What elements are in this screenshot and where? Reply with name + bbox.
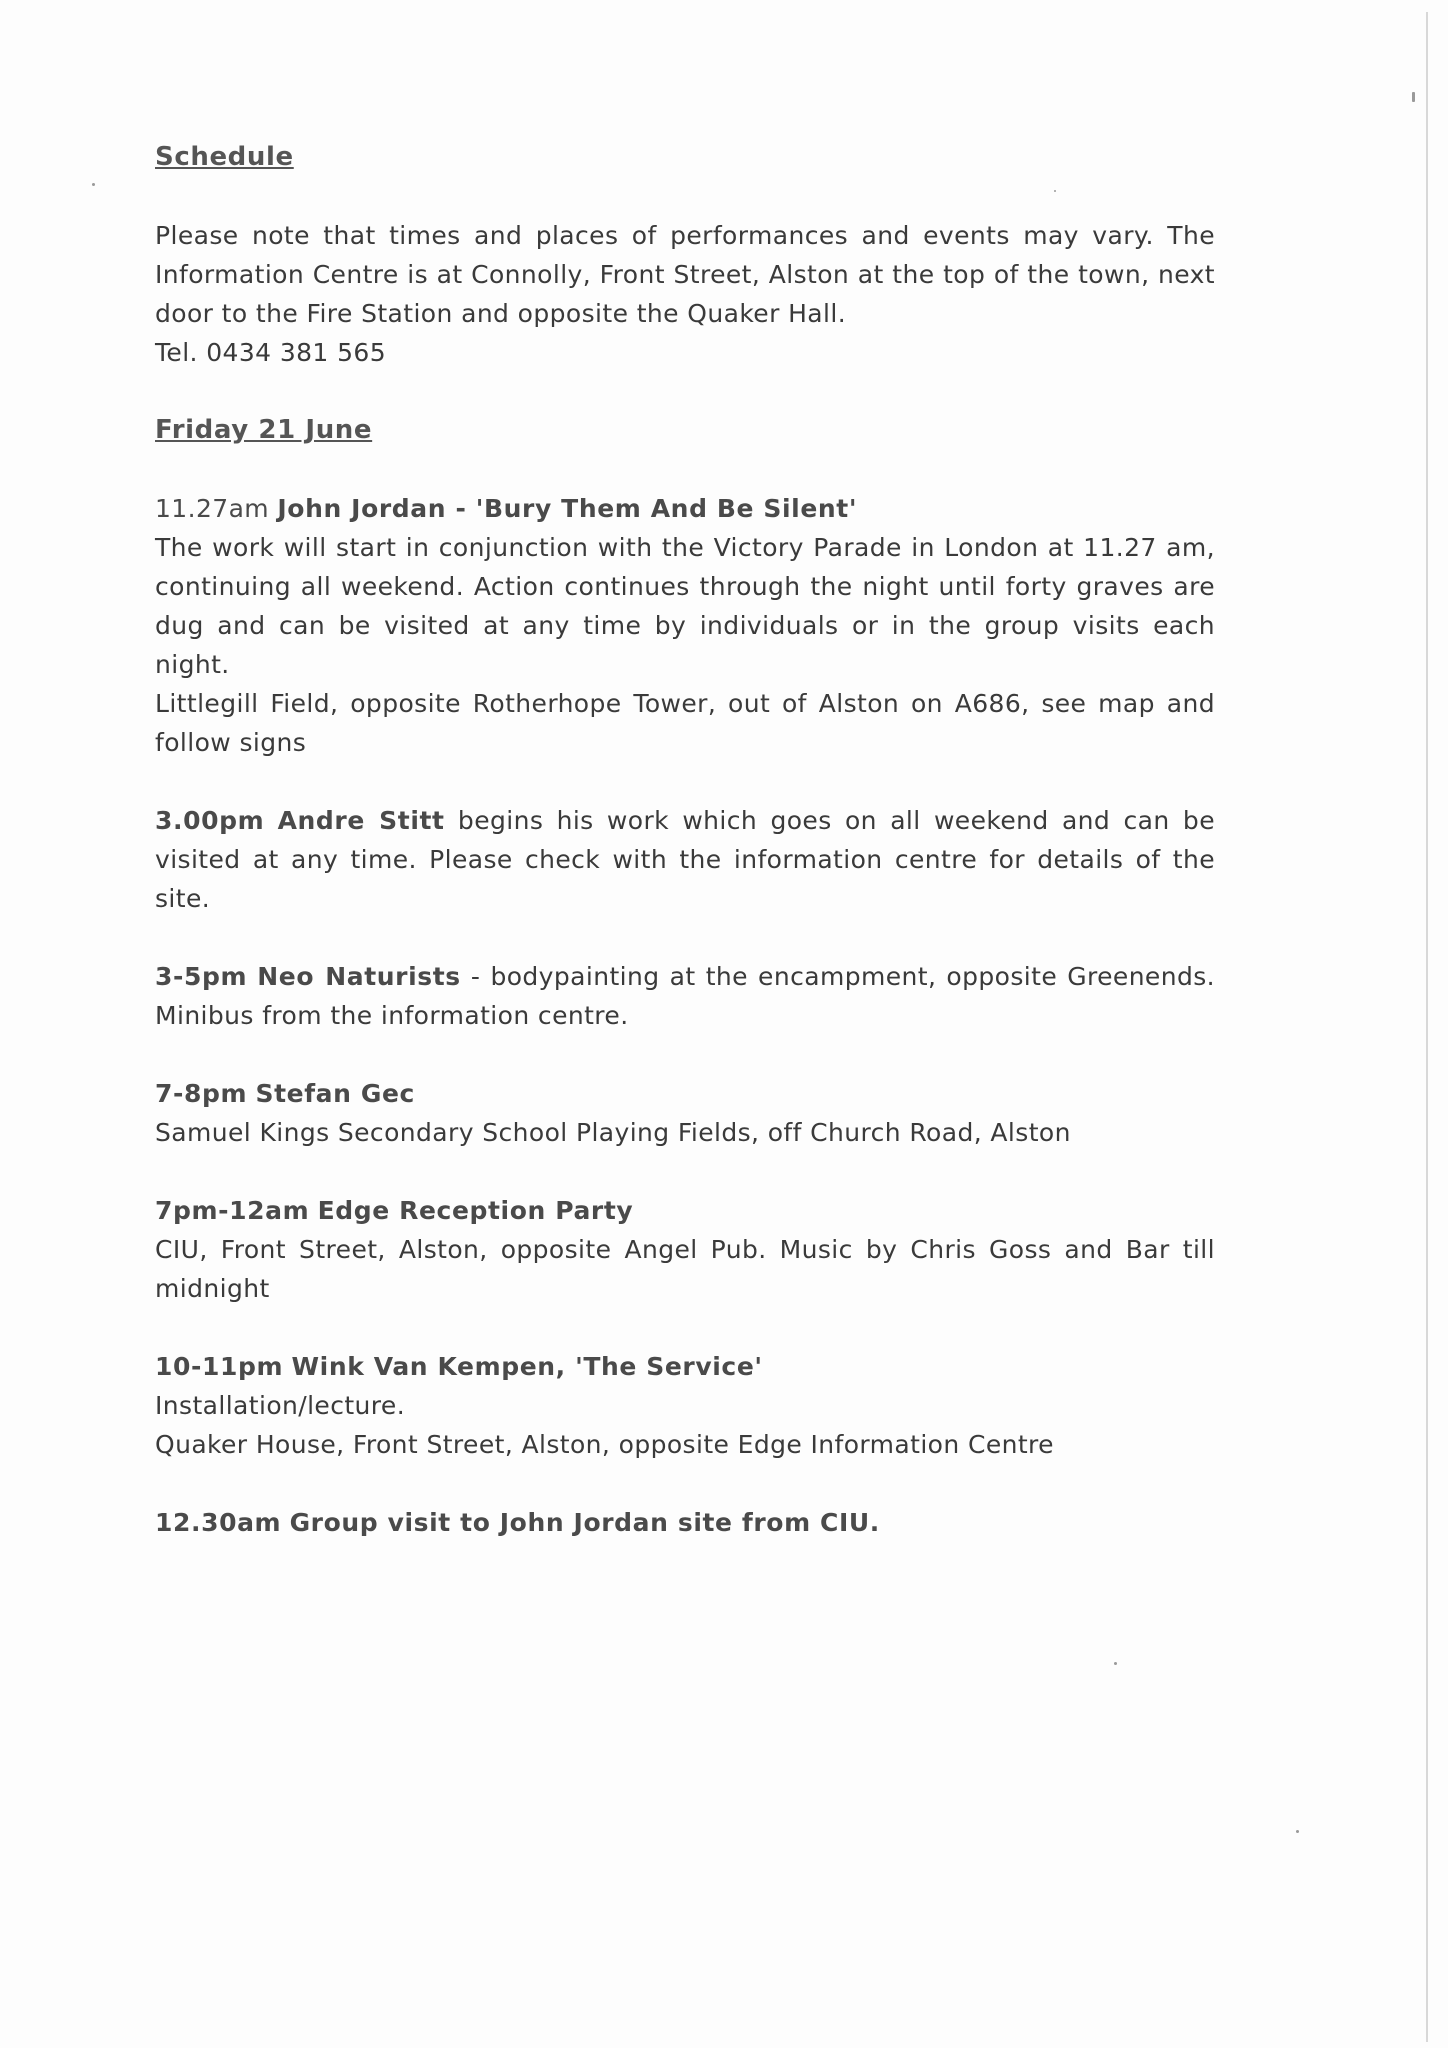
event-title: Wink Van Kempen, 'The Service' [291,1352,763,1381]
document-content [155,138,1215,1542]
scan-speck [1296,1830,1299,1833]
event-description: Installation/lecture. [155,1391,406,1420]
telephone-line: Tel. 0434 381 565 [155,338,386,367]
event-item [155,801,1215,918]
event-location: Samuel Kings Secondary School Playing Fields, off Church Road, Alston [155,1118,1071,1147]
event-item [155,1347,1215,1464]
event-time: 7-8pm [155,1079,248,1108]
day-heading: Friday 21 June [155,415,373,445]
event-location: CIU, Front Street, Alston, opposite Angel Pub. Music by Chris Goss and Bar till midnight [155,1235,1215,1303]
event-item [155,489,1215,762]
event-time: 11.27am [155,494,270,523]
event-list [155,489,1215,1542]
event-time: 12.30am [155,1508,282,1537]
event-description: - bodypainting at the encampment, opposite Greenends. Minibus from the information centre. [155,962,1216,1030]
event-title: Neo Naturists [257,962,461,991]
intro-block [155,216,1215,372]
event-time: 3-5pm [155,962,248,991]
event-time: 3.00pm [155,806,265,835]
scan-speck [1412,92,1415,102]
event-description: begins his work which goes on all weekend and can be visited at any time. Please check with the information centre for details of the site. [155,806,1215,913]
scan-speck [1114,1662,1117,1665]
scan-edge-line [1426,12,1428,2042]
event-item [155,1191,1215,1308]
event-title: Group visit to John Jordan site from CIU. [289,1508,880,1537]
event-location: Quaker House, Front Street, Alston, opposite Edge Information Centre [155,1430,1054,1459]
event-title: Stefan Gec [255,1079,415,1108]
event-description: The work will start in conjunction with the Victory Parade in London at 11.27 am, continuing all weekend. Action continues through the night until forty graves are dug and can be visited at any time by individuals or in the group visits each night. [155,533,1215,679]
event-time: 7pm-12am [155,1196,310,1225]
event-location: Littlegill Field, opposite Rotherhope Tower, out of Alston on A686, see map and follow signs [155,689,1215,757]
intro-paragraph: Please note that times and places of performances and events may vary. The Information Centre is at Connolly, Front Street, Alston at the top of the town, next door to the Fire Station and opposite the Quaker Hall. [155,221,1215,328]
event-item [155,1503,1215,1542]
event-title: Edge Reception Party [317,1196,634,1225]
event-title: John Jordan - 'Bury Them And Be Silent' [277,494,858,523]
event-item [155,1074,1215,1152]
event-time: 10-11pm [155,1352,284,1381]
scan-speck [92,183,95,186]
event-item [155,957,1215,1035]
event-title: Andre Stitt [277,806,445,835]
schedule-heading: Schedule [155,142,294,172]
